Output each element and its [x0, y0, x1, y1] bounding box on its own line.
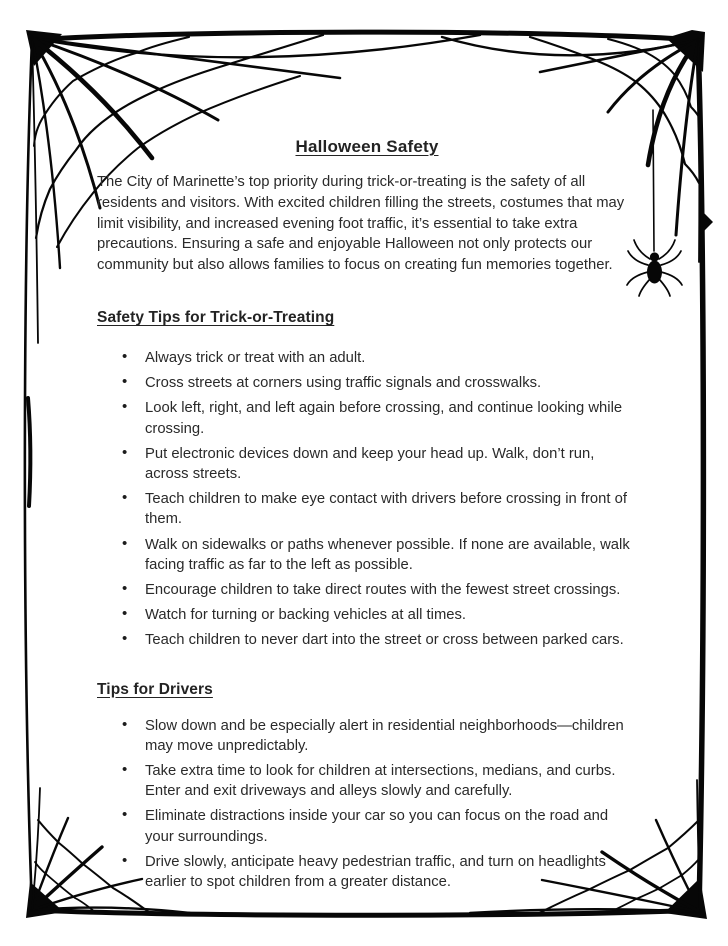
- list-item: • Encourage children to take direct routes with the fewest street crossings.: [145, 580, 637, 600]
- list-item: • Walk on sidewalks or paths whenever possible. If none are available, walk facing traffic as far to the left as possible.: [145, 535, 637, 575]
- spider-thread: [653, 110, 654, 251]
- section-heading-trick-or-treating: Safety Tips for Trick-or-Treating: [97, 308, 335, 326]
- list-item: • Cross streets at corners using traffic signals and crosswalks.: [145, 373, 637, 393]
- list-item: • Always trick or treat with an adult.: [145, 348, 637, 368]
- drivers-list: [97, 716, 637, 893]
- list-item: • Drive slowly, anticipate heavy pedestrian traffic, and turn on headlights earlier to spot children from a greater distance.: [145, 852, 637, 892]
- section-trick-or-treating: [97, 309, 637, 651]
- list-item: • Teach children to never dart into the street or cross between parked cars.: [145, 630, 637, 650]
- page-title: Halloween Safety: [295, 137, 439, 156]
- list-item: • Watch for turning or backing vehicles at all times.: [145, 605, 637, 625]
- document-body: [97, 137, 637, 897]
- list-item: • Take extra time to look for children at intersections, medians, and curbs. Enter and exit driveways and alleys slowly and carefully.: [145, 761, 637, 801]
- list-item: • Put electronic devices down and keep your head up. Walk, don’t run, across streets.: [145, 444, 637, 484]
- intro-paragraph: The City of Marinette’s top priority during trick-or-treating is the safety of all residents and visitors. With excited children filling the streets, costumes that may limit visibility, and increased evening foot traffic, it’s essential to take extra precautions. Ensuring a safe and enjoyable Halloween not only protects our community but also allows families to focus on creating fun memories together.: [97, 174, 625, 274]
- list-item: • Slow down and be especially alert in residential neighborhoods—children may move unpredictably.: [145, 716, 637, 756]
- section-heading-drivers: Tips for Drivers: [97, 680, 213, 698]
- section-drivers: [97, 681, 637, 893]
- list-item: • Teach children to make eye contact with drivers before crossing in front of them.: [145, 489, 637, 529]
- trick-or-treating-list: [97, 348, 637, 651]
- list-item: • Eliminate distractions inside your car so you can focus on the road and your surroundings.: [145, 806, 637, 846]
- list-item: • Look left, right, and left again before crossing, and continue looking while crossing.: [145, 398, 637, 438]
